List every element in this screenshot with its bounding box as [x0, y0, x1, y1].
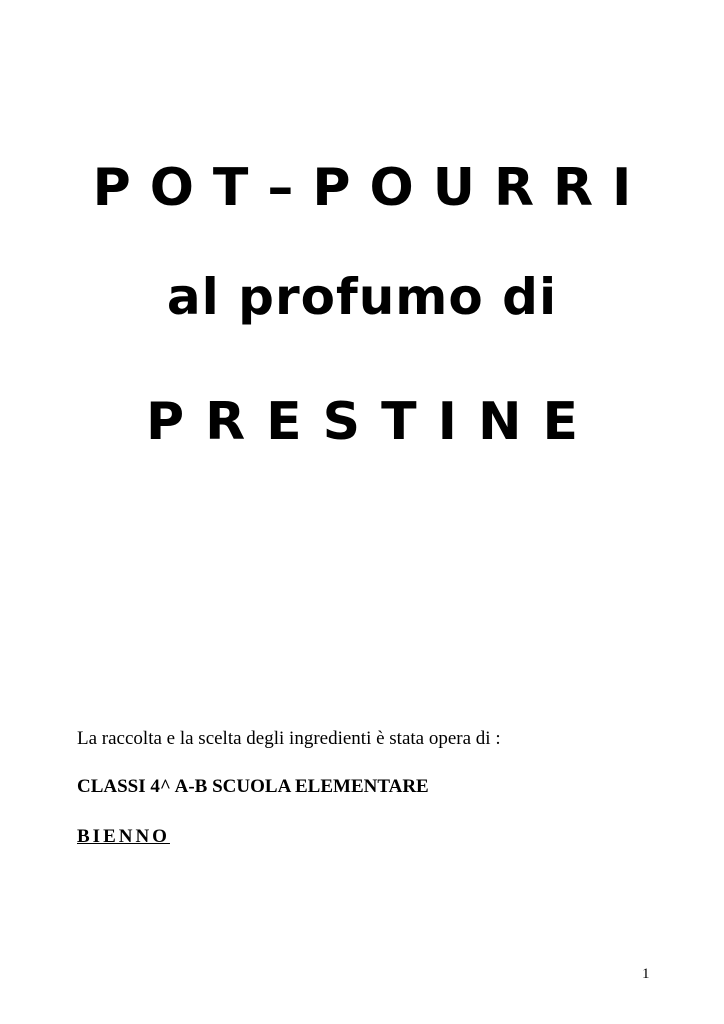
title-line-al-profumo-di: al profumo di [166, 268, 558, 326]
school-name-text: CLASSI 4^ A-B SCUOLA ELEMENTARE [77, 776, 429, 797]
page-number: 1 [642, 966, 650, 982]
title-line-pot-pourri: POT–POURRI [92, 158, 651, 218]
town-name-text: BIENNO [77, 826, 170, 847]
title-line-prestine: PRESTINE [146, 392, 599, 452]
credits-intro-text: La raccolta e la scelta degli ingredienti è stata opera di : [77, 728, 501, 749]
